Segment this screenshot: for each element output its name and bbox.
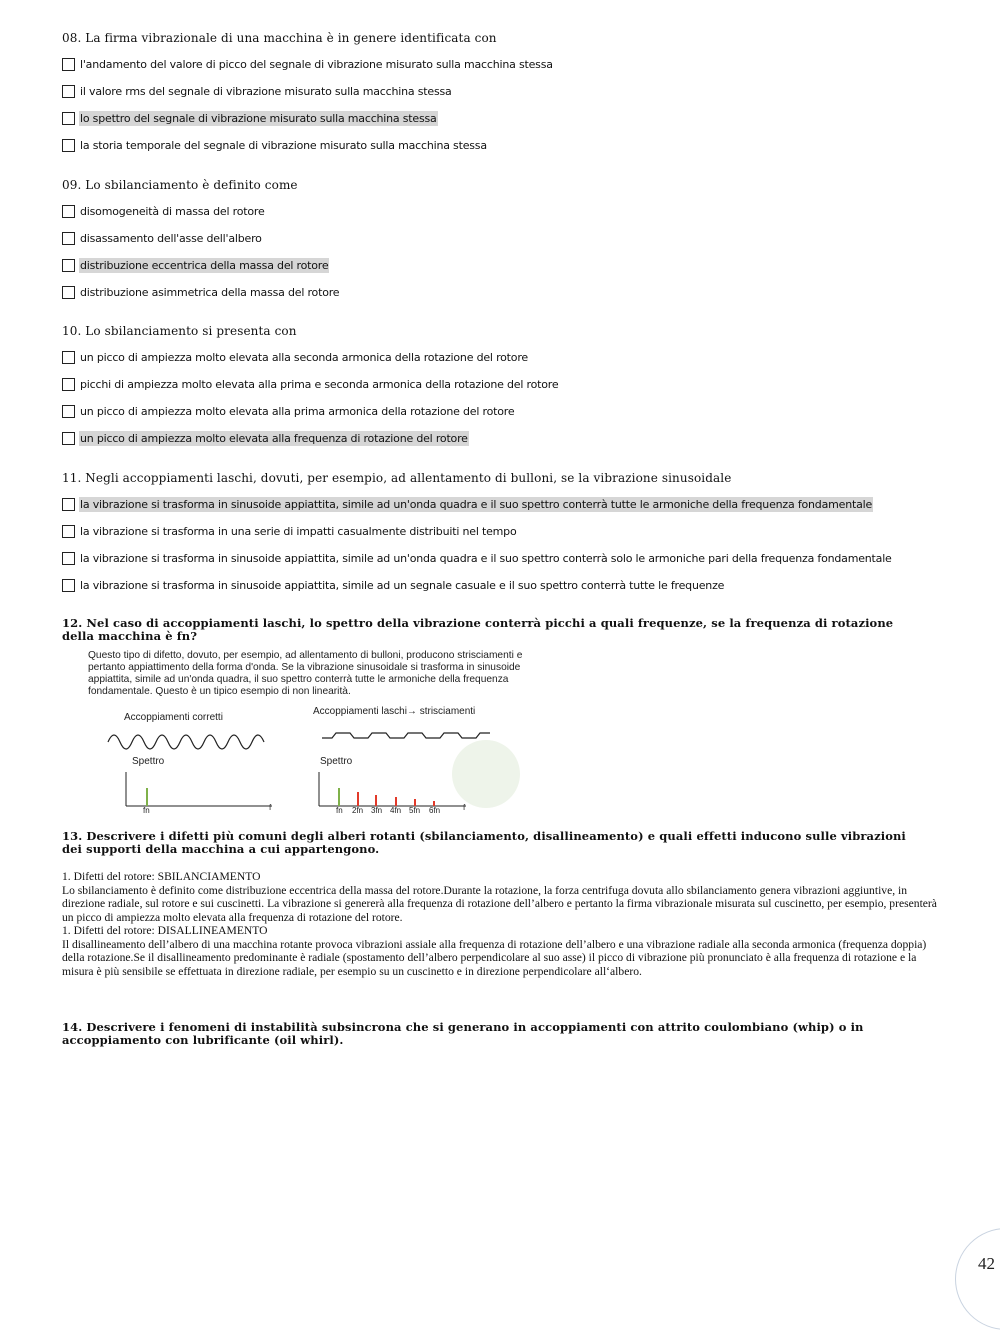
checkbox[interactable]: [62, 498, 75, 511]
left-plot-label: Accoppiamenti corretti: [124, 712, 223, 723]
page-number: 42: [978, 1254, 995, 1273]
left-axis-f: f: [269, 803, 272, 812]
left-spectrum-label: Spettro: [132, 756, 165, 767]
checkbox[interactable]: [62, 432, 75, 445]
option-label: la vibrazione si trasforma in una serie di impatti casualmente distribuiti nel tempo: [80, 524, 517, 538]
question-10-option-4[interactable]: [62, 430, 469, 446]
checkbox[interactable]: [62, 351, 75, 364]
question-11-option-2[interactable]: [62, 523, 518, 539]
right-tick-4fn: 4fn: [390, 806, 402, 815]
answer-heading-disallineamento: 1. Difetti del rotore: DISALLINEAMENTO: [62, 924, 268, 937]
option-label: la vibrazione si trasforma in sinusoide appiattita, simile ad un'onda quadra e il suo spettro conterrà solo le armoniche pari della frequenza fondamentale: [80, 551, 892, 565]
flattened-wave: [322, 733, 490, 738]
question-09-option-1[interactable]: [62, 203, 266, 219]
question-08-option-3[interactable]: [62, 110, 438, 126]
option-label: un picco di ampiezza molto elevata alla prima armonica della rotazione del rotore: [80, 404, 515, 418]
checkbox[interactable]: [62, 552, 75, 565]
checkbox[interactable]: [62, 286, 75, 299]
right-tick-3fn: 3fn: [371, 806, 383, 815]
checkbox[interactable]: [62, 405, 75, 418]
option-label-highlighted: distribuzione eccentrica della massa del rotore: [80, 258, 329, 272]
right-tick-5fn: 5fn: [409, 806, 421, 815]
question-08-option-4[interactable]: [62, 137, 488, 153]
question-10-title: 10. Lo sbilanciamento si presenta con: [62, 324, 297, 338]
question-13-title: 13. Descrivere i difetti più comuni degli alberi rotanti (sbilanciamento, disallineamento) e quali effetti inducono sulle vibrazioni dei supporti della macchina a cui appartengono.: [62, 829, 906, 856]
question-11-title: 11. Negli accoppiamenti laschi, dovuti, per esempio, ad allentamento di bulloni, se la vibrazione sinusoidale: [62, 471, 732, 485]
option-label-highlighted: un picco di ampiezza molto elevata alla frequenza di rotazione del rotore: [80, 431, 468, 445]
question-09-title: 09. Lo sbilanciamento è definito come: [62, 178, 298, 192]
answer-paragraph-sbilanciamento: Lo sbilanciamento è definito come distribuzione eccentrica della massa del rotore.Durante la rotazione, la forza centrifuga dovuta allo sbilanciamento genera vibrazioni aggiuntive, in direzione radiale, sul rotore e sui cuscinetti. La vibrazione si genererà alla frequenza di rotazione dell’albero e pertanto la firma vibrazionale misurata sul cuscinetto, per esempio, presenterà un picco di ampiezza molto elevata alla frequenza di rotazione del rotore.: [62, 883, 937, 924]
right-tick-2fn: 2fn: [352, 806, 364, 815]
right-plot-label: Accoppiamenti laschi→ strisciamenti: [313, 706, 476, 717]
question-10-option-1[interactable]: [62, 349, 529, 365]
figure-caption: Questo tipo di difetto, dovuto, per esempio, ad allentamento di bulloni, producono strisciamenti e pertanto appiattimento della forma d'onda. Se la vibrazione sinusoidale si trasforma in sinusoide appiattita, simile ad un'onda quadra, il suo spettro conterrà tutte le armoniche della frequenza fondamentale. Questo è un tipico esempio di non linearità.: [88, 650, 523, 697]
left-tick-fn: fn: [143, 806, 150, 815]
option-label: la storia temporale del segnale di vibrazione misurato sulla macchina stessa: [80, 138, 487, 152]
checkbox[interactable]: [62, 112, 75, 125]
question-10-option-3[interactable]: [62, 403, 515, 419]
checkbox[interactable]: [62, 378, 75, 391]
right-axis-f: f: [463, 803, 466, 812]
answer-paragraph-disallineamento: Il disallineamento dell’albero di una macchina rotante provoca vibrazioni assiale alla frequenza di rotazione dell’albero e una vibrazione radiale alla seconda armonica (frequenza doppia) della rotazione.Se il disallineamento predominante è radiale (spostamento dell’albero perpendicolare al suo asse) il picco di vibrazione più pronunciato è alla frequenza di rotazione e la misura è più sensibile se effettuata in direzione radiale, per esempio su un cuscinetto e in direzione perpendicolare all‘albero.: [62, 937, 927, 978]
checkbox[interactable]: [62, 232, 75, 245]
question-08-title: 08. La firma vibrazionale di una macchina è in genere identificata con: [62, 31, 497, 45]
question-09-option-2[interactable]: [62, 230, 263, 246]
right-tick-fn: fn: [336, 806, 343, 815]
page-number-decoration: [955, 1228, 1000, 1330]
checkbox[interactable]: [62, 259, 75, 272]
question-13-answer: [62, 870, 937, 978]
answer-heading-sbilanciamento: 1. Difetti del rotore: SBILANCIAMENTO: [62, 870, 261, 883]
question-08-option-1[interactable]: [62, 56, 554, 72]
checkbox[interactable]: [62, 525, 75, 538]
watermark-seal: [452, 740, 520, 808]
question-14-title: 14. Descrivere i fenomeni di instabilità subsincrona che si generano in accoppiamenti con attrito coulombiano (whip) o in accoppiamento con lubrificante (oil whirl).: [62, 1020, 864, 1047]
question-11-option-4[interactable]: [62, 577, 725, 593]
question-11-option-1[interactable]: [62, 496, 873, 512]
question-11-option-3[interactable]: [62, 550, 893, 566]
checkbox[interactable]: [62, 58, 75, 71]
option-label: l'andamento del valore di picco del segnale di vibrazione misurato sulla macchina stessa: [80, 57, 553, 71]
option-label: disassamento dell'asse dell'albero: [80, 231, 262, 245]
checkbox[interactable]: [62, 579, 75, 592]
checkbox[interactable]: [62, 85, 75, 98]
loose-coupling-figure: [86, 646, 538, 816]
right-spectrum-label: Spettro: [320, 756, 353, 767]
option-label: il valore rms del segnale di vibrazione misurato sulla macchina stessa: [80, 84, 452, 98]
option-label: la vibrazione si trasforma in sinusoide appiattita, simile ad un segnale casuale e il suo spettro conterrà tutte le frequenze: [80, 578, 725, 592]
question-12-title: 12. Nel caso di accoppiamenti laschi, lo spettro della vibrazione conterrà picchi a quali frequenze, se la frequenza di rotazione della macchina è fn?: [62, 616, 894, 643]
option-label-highlighted: lo spettro del segnale di vibrazione misurato sulla macchina stessa: [80, 111, 437, 125]
right-tick-6fn: 6fn: [429, 806, 441, 815]
question-09-option-4[interactable]: [62, 284, 340, 300]
checkbox[interactable]: [62, 205, 75, 218]
checkbox[interactable]: [62, 139, 75, 152]
option-label: disomogeneità di massa del rotore: [80, 204, 265, 218]
option-label-highlighted: la vibrazione si trasforma in sinusoide appiattita, simile ad un'onda quadra e il suo spettro conterrà tutte le armoniche della frequenza fondamentale: [80, 497, 873, 511]
question-09-option-3[interactable]: [62, 257, 329, 273]
question-10-option-2[interactable]: [62, 376, 559, 392]
sinusoid-wave: [108, 735, 264, 749]
option-label: picchi di ampiezza molto elevata alla prima e seconda armonica della rotazione del rotore: [80, 377, 559, 391]
option-label: un picco di ampiezza molto elevata alla seconda armonica della rotazione del rotore: [80, 350, 528, 364]
question-08-option-2[interactable]: [62, 83, 453, 99]
option-label: distribuzione asimmetrica della massa del rotore: [80, 285, 340, 299]
figure-graphics: [86, 646, 538, 816]
